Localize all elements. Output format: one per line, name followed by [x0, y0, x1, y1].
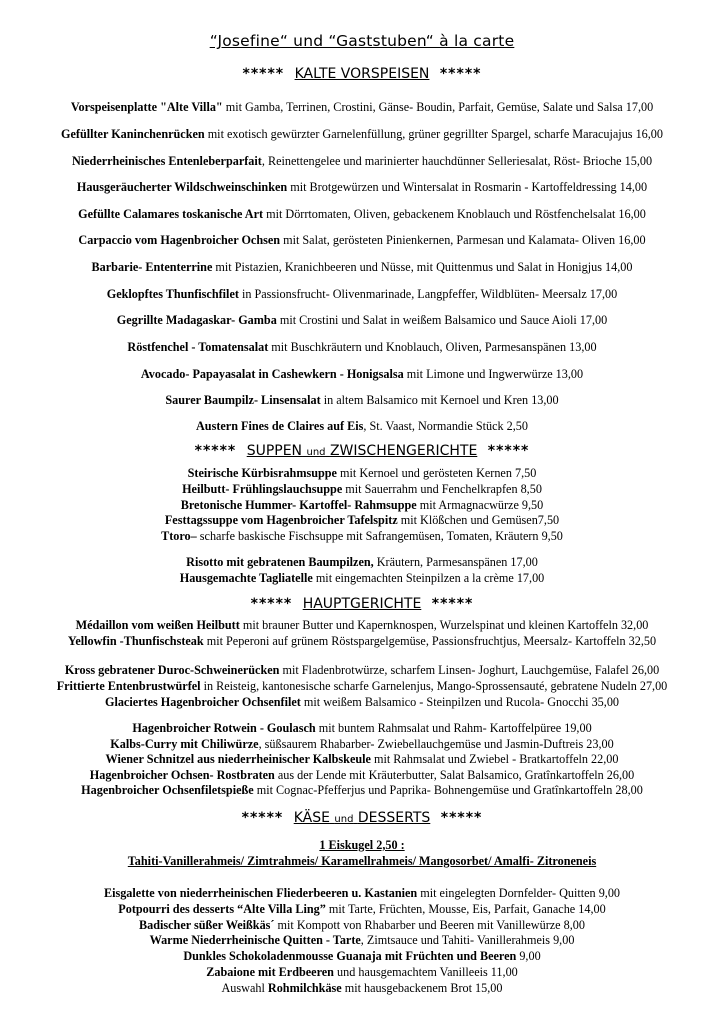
menu-item: [0, 498, 724, 513]
dish-name: Barbarie- Ententerrine: [91, 260, 213, 274]
dish-description: mit Kernoel und gerösteten Kernen 7,50: [336, 466, 537, 480]
dish-name: Wiener Schnitzel aus niederrheinischer Kalbskeule: [105, 752, 371, 766]
menu-item: [0, 529, 724, 544]
menu-item: [0, 663, 724, 678]
stars-left: *****: [250, 596, 293, 612]
menu-item: [0, 721, 724, 736]
dish-description: mit Pistazien, Kranichbeeren und Nüsse, mit Quittenmus und Salat in Honigjus 14,00: [212, 260, 633, 274]
dish-description: mit Crostini und Salat in weißem Balsamico und Sauce Aioli 17,00: [276, 313, 608, 327]
dish-name: Bretonische Hummer- Kartoffel- Rahmsuppe: [180, 498, 417, 512]
dish-name: Eisgalette von niederrheinischen Fliederbeeren u. Kastanien: [103, 886, 418, 900]
menu-item: [0, 287, 724, 302]
menu-item: [0, 393, 724, 408]
dish-description: und hausgemachtem Vanilleeis 11,00: [333, 965, 518, 979]
menu-item: [0, 482, 724, 497]
dish-description: mit buntem Rahmsalat und Rahm- Kartoffelpüree 19,00: [315, 721, 592, 735]
dish-description: aus der Lende mit Kräuterbutter, Salat Balsamico, Gratînkartoffeln 26,00: [274, 768, 635, 782]
stars-right: *****: [439, 66, 482, 82]
dish-name: Warme Niederrheinische Quitten - Tarte: [149, 933, 361, 947]
dish-description: mit eingelegten Dornfelder- Quitten 9,00: [417, 886, 621, 900]
menu-item: [0, 154, 724, 169]
dish-name: Ttoro–: [161, 529, 197, 543]
dish-prefix: Auswahl: [221, 981, 268, 995]
section-header-kalte-vorspeisen: [0, 66, 724, 82]
dish-name: Hausgemachte Tagliatelle: [179, 571, 313, 585]
stars-right: *****: [487, 443, 530, 459]
section-header-kaese-desserts: [0, 810, 724, 826]
menu-item: [0, 313, 724, 328]
section-header-hauptgerichte: [0, 596, 724, 612]
dish-description: mit Cognac-Pfefferjus und Paprika- Bohnengemüse und Gratînkartoffeln 28,00: [253, 783, 643, 797]
menu-item: [0, 886, 724, 901]
dish-name: Dunkles Schokoladenmousse Guanaja mit Früchten und Beeren: [183, 949, 517, 963]
dish-description: mit exotisch gewürzter Garnelenfüllung, grüner gegrillter Spargel, scharfe Maracujajus 16,00: [204, 127, 663, 141]
menu-item: [0, 902, 724, 917]
dish-name: Austern Fines de Claires auf Eis: [196, 419, 364, 433]
section-title: [294, 810, 431, 826]
stars-left: *****: [194, 443, 237, 459]
menu-item: [0, 233, 724, 248]
dish-description: mit Buschkräutern und Knoblauch, Oliven, Parmesanspänen 13,00: [268, 340, 597, 354]
dish-name: Zabaione mit Erdbeeren: [206, 965, 334, 979]
dish-name: Frittierte Entenbrustwürfel: [56, 679, 201, 693]
section-title: HAUPTGERICHTE: [302, 596, 422, 612]
menu-item: [0, 618, 724, 633]
section-title-part: ZWISCHENGERICHTE: [329, 443, 478, 459]
dish-description: mit Peperoni auf grünem Röstspargelgemüse, Passionsfruchtjus, Meersalz- Kartoffeln 32,50: [203, 634, 657, 648]
dish-description: mit Tarte, Früchten, Mousse, Eis, Parfait, Ganache 14,00: [325, 902, 606, 916]
dish-name: Hagenbroicher Rotwein - Goulasch: [132, 721, 316, 735]
menu-item: [0, 933, 724, 948]
dish-name: Gefüllte Calamares toskanische Art: [78, 207, 264, 221]
dish-name: Gefüllter Kaninchenrücken: [61, 127, 205, 141]
section-title-connector: und: [306, 447, 326, 458]
section-header-suppen: [0, 443, 724, 459]
dish-description: in Reisteig, kantonesische scharfe Garnelenjus, Mango-Sprossensauté, gebratene Nudeln 27,00: [200, 679, 668, 693]
menu-item: [0, 180, 724, 195]
section-title-part: KÄSE: [293, 810, 330, 826]
stars-left: *****: [242, 66, 285, 82]
menu-item: [0, 367, 724, 382]
dish-name: Saurer Baumpilz- Linsensalat: [165, 393, 321, 407]
dish-name: Vorspeisenplatte "Alte Villa": [70, 100, 223, 114]
ice-cream-price-heading: 1 Eiskugel 2,50 :: [319, 838, 405, 852]
dish-name: Rohmilchkäse: [267, 981, 342, 995]
stars-left: *****: [241, 810, 284, 826]
stars-right: *****: [431, 596, 474, 612]
dish-name: Geklopftes Thunfischfilet: [106, 287, 239, 301]
menu-item: [0, 513, 724, 528]
dish-description: in altem Balsamico mit Kernoel und Kren 13,00: [320, 393, 559, 407]
dish-name: Heilbutt- Frühlingslauchsuppe: [182, 482, 343, 496]
menu-item: [0, 737, 724, 752]
dish-description: in Passionsfrucht- Olivenmarinade, Langpfeffer, Wildblüten- Meersalz 17,00: [238, 287, 618, 301]
dish-description: 9,00: [516, 949, 541, 963]
menu-item: [0, 752, 724, 767]
menu-item: [0, 695, 724, 710]
menu-item: [0, 127, 724, 142]
dish-name: Niederrheinisches Entenleberparfait: [71, 154, 262, 168]
dish-name: Risotto mit gebratenen Baumpilzen,: [186, 555, 374, 569]
dish-description: , St. Vaast, Normandie Stück 2,50: [363, 419, 528, 433]
section-title-part: SUPPEN: [246, 443, 303, 459]
menu-item: [0, 981, 724, 996]
dish-name: Röstfenchel - Tomatensalat: [127, 340, 269, 354]
menu-item: [0, 949, 724, 964]
menu-item: [0, 571, 724, 586]
dish-description: mit eingemachten Steinpilzen a la crème 17,00: [312, 571, 545, 585]
menu-item: [0, 100, 724, 115]
dish-description: mit brauner Butter und Kapernknospen, Wurzelspinat und kleinen Kartoffeln 32,00: [239, 618, 649, 632]
menu-item: [0, 555, 724, 570]
dish-name: Hagenbroicher Ochsenfiletspieße: [81, 783, 254, 797]
dish-name: Kross gebratener Duroc-Schweinerücken: [64, 663, 280, 677]
menu-item: [0, 783, 724, 798]
menu-item: [0, 918, 724, 933]
dish-description: Kräutern, Parmesanspänen 17,00: [373, 555, 538, 569]
dish-description: mit hausgebackenem Brot 15,00: [341, 981, 503, 995]
dish-name: Hausgeräucherter Wildschweinschinken: [76, 180, 288, 194]
dish-name: Carpaccio vom Hagenbroicher Ochsen: [78, 233, 281, 247]
dish-description: mit Brotgewürzen und Wintersalat in Rosmarin - Kartoffeldressing 14,00: [287, 180, 648, 194]
dish-description: mit weißem Balsamico - Steinpilzen und Rucola- Gnocchi 35,00: [300, 695, 620, 709]
menu-item: [0, 634, 724, 649]
dish-description: mit Limone und Ingwerwürze 13,00: [403, 367, 584, 381]
dish-description: mit Gamba, Terrinen, Crostini, Gänse- Boudin, Parfait, Gemüse, Salate und Salsa 17,00: [222, 100, 654, 114]
dish-description: mit Kompott von Rhabarber und Beeren mit Vanillewürze 8,00: [274, 918, 585, 932]
menu-item: [0, 419, 724, 434]
menu-item: [0, 768, 724, 783]
dish-name: Médaillon vom weißen Heilbutt: [75, 618, 240, 632]
dish-description: , Zimtsauce und Tahiti- Vanillerahmeis 9,00: [360, 933, 575, 947]
dish-description: mit Fladenbrotwürze, scharfem Linsen- Joghurt, Lauchgemüse, Falafel 26,00: [279, 663, 660, 677]
dish-description: mit Sauerrahm und Fenchelkrapfen 8,50: [342, 482, 542, 496]
dish-name: Badischer süßer Weißkäs´: [139, 918, 275, 932]
dish-description: mit Rahmsalat und Zwiebel - Bratkartoffeln 22,00: [370, 752, 619, 766]
section-title: KALTE VORSPEISEN: [294, 66, 430, 82]
dish-description: , Reinettengelee und marinierter hauchdünner Selleriesalat, Röst- Brioche 15,00: [261, 154, 653, 168]
dish-name: Gegrillte Madagaskar- Gamba: [116, 313, 277, 327]
dish-name: Yellowfin -Thunfischsteak: [67, 634, 204, 648]
dish-name: Steirische Kürbisrahmsuppe: [187, 466, 337, 480]
dish-name: Hagenbroicher Ochsen- Rostbraten: [89, 768, 275, 782]
dish-description: mit Klößchen und Gemüsen7,50: [397, 513, 560, 527]
section-title-connector: und: [334, 814, 354, 825]
stars-right: *****: [440, 810, 483, 826]
menu-item: [0, 207, 724, 222]
menu-item: [0, 260, 724, 275]
menu-title-text: “Josefine“ und “Gaststuben“ à la carte: [209, 32, 515, 50]
dish-description: scharfe baskische Fischsuppe mit Safrangemüsen, Tomaten, Kräutern 9,50: [196, 529, 563, 543]
menu-title: [0, 32, 724, 50]
dish-description: mit Salat, gerösteten Pinienkernen, Parmesan und Kalamata- Oliven 16,00: [280, 233, 646, 247]
dish-description: , süßsaurem Rhabarber- Zwiebellauchgemüse und Jasmin-Duftreis 23,00: [258, 737, 614, 751]
menu-item: [0, 340, 724, 355]
section-title: [247, 443, 478, 459]
dish-description: mit Armagnacwürze 9,50: [416, 498, 544, 512]
ice-cream-flavors: Tahiti-Vanillerahmeis/ Zimtrahmeis/ Karamellrahmeis/ Mangosorbet/ Amalfi- Zitroneneis: [127, 854, 597, 868]
dish-description: mit Dörrtomaten, Oliven, gebackenem Knoblauch und Röstfenchelsalat 16,00: [263, 207, 646, 221]
menu-item: [0, 679, 724, 694]
dish-name: Avocado- Papayasalat in Cashewkern - Honigsalsa: [140, 367, 404, 381]
dish-name: Festtagssuppe vom Hagenbroicher Tafelspitz: [164, 513, 398, 527]
dish-name: Potpourri des desserts “Alte Villa Ling”: [118, 902, 326, 916]
menu-item: [0, 965, 724, 980]
section-title-part: DESSERTS: [357, 810, 431, 826]
dish-name: Kalbs-Curry mit Chiliwürze: [110, 737, 259, 751]
dish-name: Glaciertes Hagenbroicher Ochsenfilet: [104, 695, 301, 709]
menu-item: [0, 466, 724, 481]
